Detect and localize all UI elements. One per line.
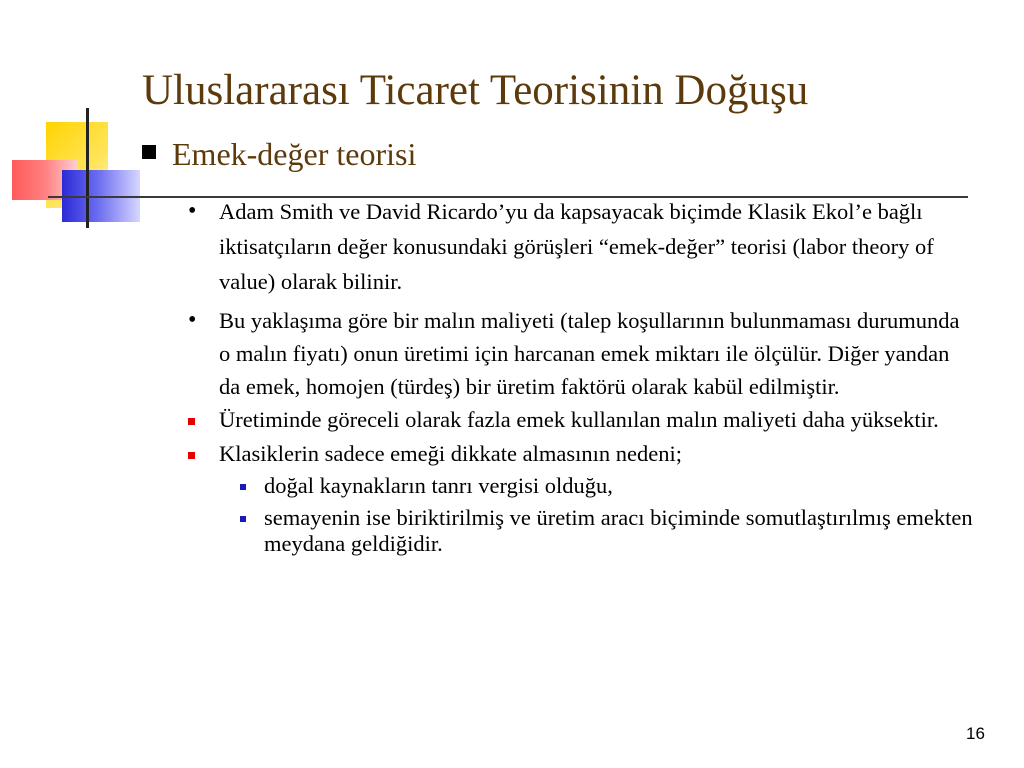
dot-bullet-icon: • bbox=[188, 198, 197, 224]
point-text: Üretiminde göreceli olarak fazla emek kullanılan malın maliyeti daha yüksektir. bbox=[219, 407, 939, 432]
dot-bullet-icon: • bbox=[188, 307, 197, 333]
square-bullet-icon bbox=[142, 145, 156, 159]
subpoint-item bbox=[186, 505, 976, 557]
paragraph-text: Adam Smith ve David Ricardo’yu da kapsayacak biçimde Klasik Ekol’e bağlı iktisatçıların değer konusundaki görüşleri “emek-değer” teorisi (labor theory of value) olarak bilinir. bbox=[219, 199, 934, 294]
slide-title: Uluslararası Ticaret Teorisinin Doğuşu bbox=[142, 67, 809, 114]
vertical-rule bbox=[86, 108, 89, 228]
slide-content bbox=[186, 194, 976, 557]
red-square-bullet-icon bbox=[188, 418, 195, 425]
point-item bbox=[186, 407, 976, 433]
point-text: Klasiklerin sadece emeği dikkate almasının nedeni; bbox=[219, 441, 682, 466]
subpoint-item bbox=[186, 473, 976, 499]
blue-square-bullet-icon bbox=[240, 516, 246, 522]
point-item bbox=[186, 441, 976, 467]
subheading-text: Emek-değer teorisi bbox=[172, 136, 417, 172]
red-square-bullet-icon bbox=[188, 452, 195, 459]
page-number: 16 bbox=[966, 724, 985, 743]
paragraph-item bbox=[186, 304, 976, 403]
subpoint-text: semayenin ise biriktirilmiş ve üretim aracı biçiminde somutlaştırılmış emekten meydana geldiğidir. bbox=[264, 505, 973, 556]
paragraph-text: Bu yaklaşıma göre bir malın maliyeti (talep koşullarının bulunmaması durumunda o malın fiyatı) onun üretimi için harcanan emek miktarı ile ölçülür. Diğer yandan da emek, homojen (türdeş) bir üretim faktörü olarak kabül edilmiştir. bbox=[219, 308, 960, 399]
paragraph-item bbox=[186, 194, 976, 299]
blue-square-bullet-icon bbox=[240, 484, 246, 490]
subheading bbox=[142, 136, 416, 173]
subpoint-text: doğal kaynakların tanrı vergisi olduğu, bbox=[264, 473, 613, 498]
